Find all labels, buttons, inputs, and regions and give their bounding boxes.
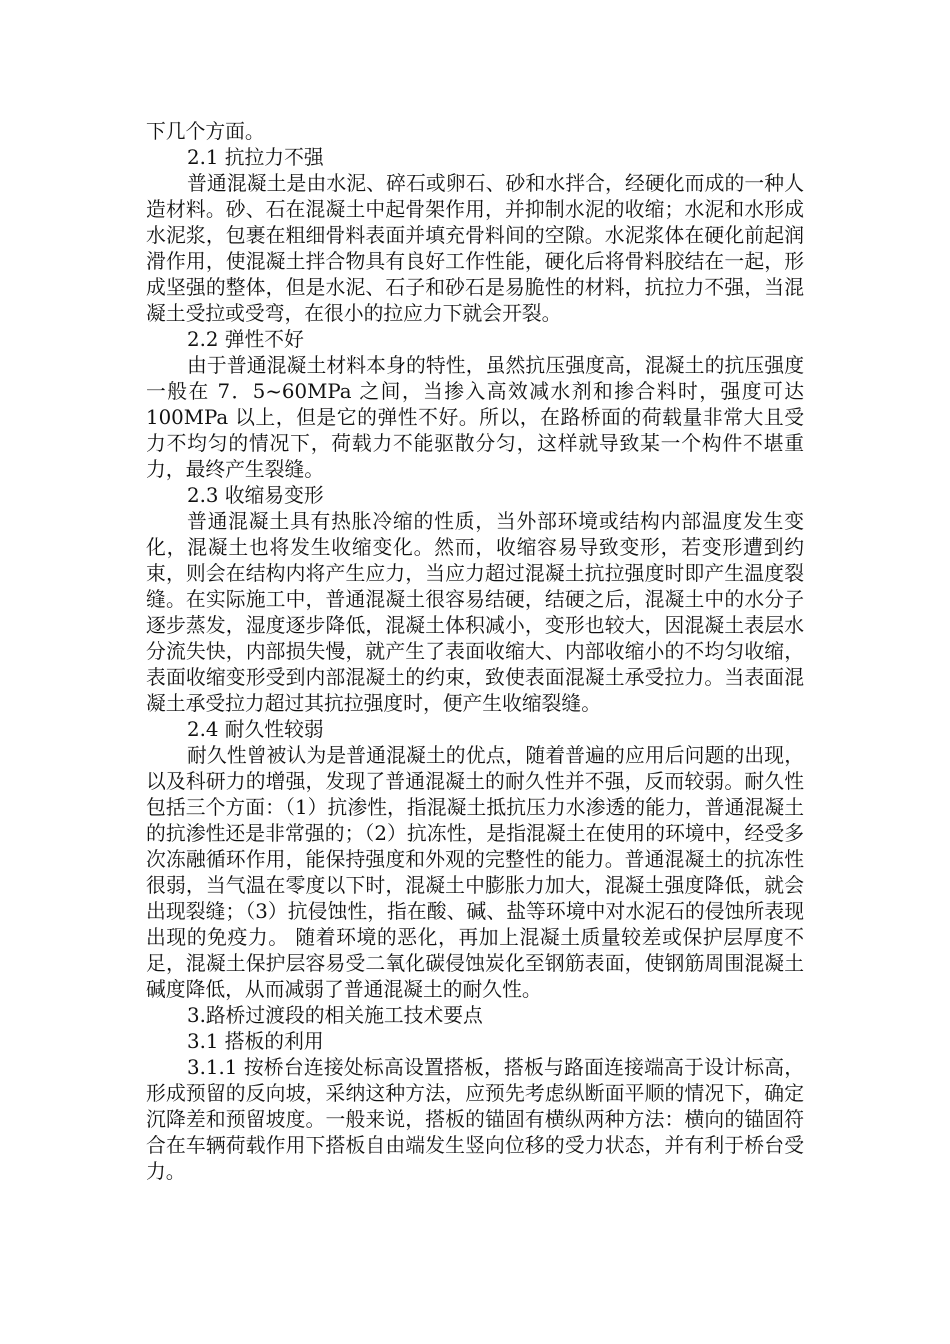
section-heading-2-1: 2.1 抗拉力不强 [187, 146, 324, 169]
body-paragraph: 耐久性曾被认为是普通混凝土的优点，随着普遍的应用后问题的出现，以及科研力的增强，发现了普通混凝土的耐久性并不强，反而较弱。耐久性包括三个方面：（1）抗渗性，指混凝土抵抗压力水渗透的能力，普通混凝土的抗渗性还是非常强的；（2）抗冻性，是指混凝土在使用的环境中，经受多次冻融循环作用，能保持强度和外观的完整性的能力。普通混凝土的抗冻性很弱，当气温在零度以下时，混凝土中膨胀力加大，混凝土强度降低，就会出现裂缝；（3）抗侵蚀性，指在酸、碱、盐等环境中对水泥石的侵蚀所表现出现的免疫力。 随着环境的恶化，再加上混凝土质量较差或保护层厚度不足，混凝土保护层容易受二氧化碳侵蚀炭化至钢筋表面，使钢筋周围混凝土碱度降低，从而减弱了普通混凝土的耐久性。 [146, 744, 804, 1001]
section-heading-2-4: 2.4 耐久性较弱 [187, 718, 324, 741]
body-paragraph: 3.1.1 按桥台连接处标高设置搭板，搭板与路面连接端高于设计标高，形成预留的反向坡，采纳这种方法，应预先考虑纵断面平顺的情况下，确定沉降差和预留坡度。一般来说，搭板的锚固有横纵两种方法：横向的锚固符合在车辆荷载作用下搭板自由端发生竖向位移的受力状态，并有利于桥台受力。 [146, 1056, 804, 1183]
section-heading-3-1: 3.1 搭板的利用 [187, 1030, 324, 1053]
body-paragraph: 普通混凝土具有热胀冷缩的性质，当外部环境或结构内部温度发生变化，混凝土也将发生收缩变化。然而，收缩容易导致变形，若变形遭到约束，则会在结构内将产生应力，当应力超过混凝土抗拉强度时即产生温度裂缝。在实际施工中，普通混凝土很容易结硬，结硬之后，混凝土中的水分子逐步蒸发，湿度逐步降低，混凝土体积减小，变形也较大，因混凝土表层水分流失快，内部损失慢，就产生了表面收缩大、内部收缩小的不均匀收缩，表面收缩变形受到内部混凝土的约束，致使表面混凝土承受拉力。当表面混凝土承受拉力超过其抗拉强度时，便产生收缩裂缝。 [146, 510, 804, 715]
body-paragraph: 由于普通混凝土材料本身的特性，虽然抗压强度高，混凝土的抗压强度一般在 7．5~60MPa 之间，当掺入高效减水剂和掺合料时，强度可达 100MPa 以上，但是它的弹性不好。所以，在路桥面的荷载量非常大且受力不均匀的情况下，荷载力不能驱散分匀，这样就导致某一个构件不堪重力，最终产生裂缝。 [146, 354, 804, 481]
section-heading-2-3: 2.3 收缩易变形 [187, 484, 324, 507]
body-paragraph: 普通混凝土是由水泥、碎石或卵石、砂和水拌合，经硬化而成的一种人造材料。砂、石在混凝土中起骨架作用，并抑制水泥的收缩；水泥和水形成水泥浆，包裹在粗细骨料表面并填充骨料间的空隙。水泥浆体在硬化前起润滑作用，使混凝土拌合物具有良好工作性能，硬化后将骨料胶结在一起，形成坚强的整体，但是水泥、石子和砂石是易脆性的材料，抗拉力不强，当混凝土受拉或受弯，在很小的拉应力下就会开裂。 [146, 172, 804, 325]
continuation-paragraph: 下几个方面。 [146, 120, 265, 143]
section-heading-2-2: 2.2 弹性不好 [187, 328, 304, 351]
section-heading-3: 3.路桥过渡段的相关施工技术要点 [187, 1004, 483, 1027]
document-body [146, 119, 804, 1185]
